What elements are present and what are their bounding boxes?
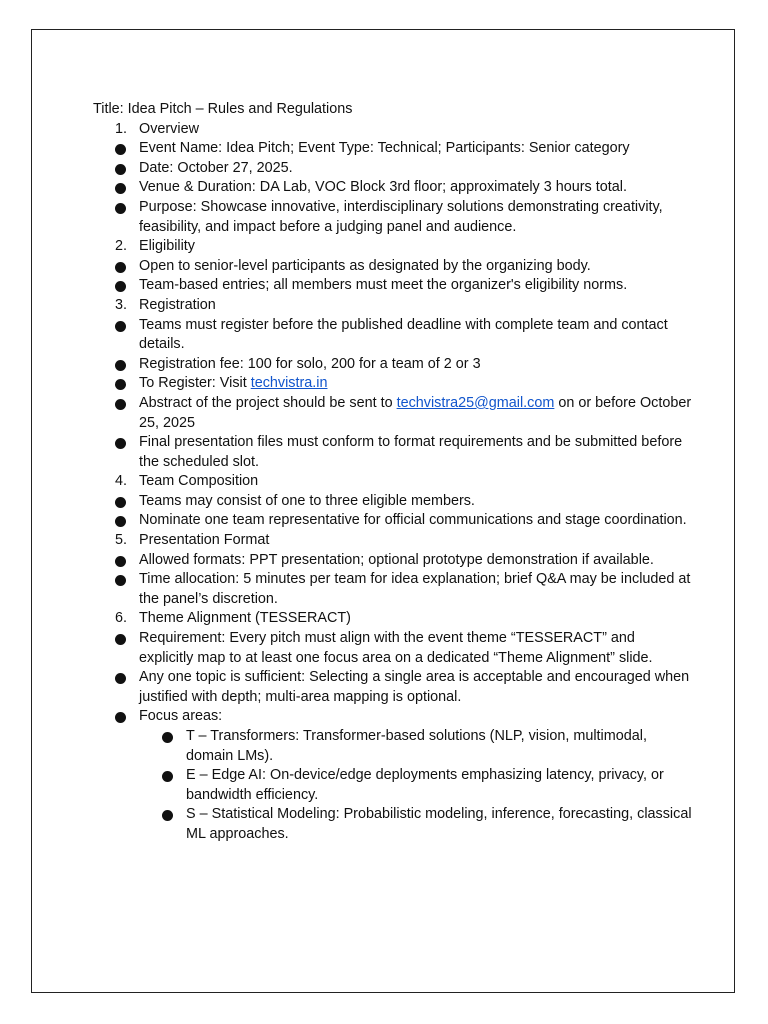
- list-item-text: Teams may consist of one to three eligible members.: [139, 492, 475, 509]
- bullet-icon: [115, 712, 126, 723]
- bullet-icon: [115, 321, 126, 332]
- list-item-text: Registration fee: 100 for solo, 200 for a team of 2 or 3: [139, 355, 481, 372]
- section-heading-overview: [93, 120, 693, 140]
- section-heading-text: Team Composition: [139, 473, 259, 490]
- bullet-icon: [115, 281, 126, 292]
- bullet-icon: [115, 164, 126, 175]
- section-number: 4.: [115, 473, 128, 490]
- list-item-text: Requirement: Every pitch must align with the event theme “TESSERACT” and explicitly map to at least one focus area on a dedicated “Theme Alignment” slide.: [139, 630, 653, 666]
- list-item-text: T – Transformers: Transformer-based solutions (NLP, vision, multimodal, domain LMs).: [186, 728, 647, 764]
- list-item: [93, 139, 693, 159]
- section-heading-eligibility: [93, 237, 693, 257]
- focus-area-item: [93, 727, 693, 766]
- section-heading-text: Eligibility: [139, 238, 195, 255]
- section-heading-registration: [93, 296, 693, 316]
- rules-list: [93, 120, 693, 845]
- list-item-text: Focus areas:: [139, 708, 223, 725]
- list-item-text: Purpose: Showcase innovative, interdisciplinary solutions demonstrating creativity, feasibility, and impact before a judging panel and audience.: [139, 198, 663, 235]
- list-item: [93, 178, 693, 198]
- bullet-icon: [115, 144, 126, 155]
- list-item-text: Event Name: Idea Pitch; Event Type: Technical; Participants: Senior category: [139, 140, 630, 157]
- bullet-icon: [162, 771, 173, 782]
- section-heading-text: Theme Alignment (TESSERACT): [139, 610, 351, 627]
- list-item-text: Open to senior-level participants as designated by the organizing body.: [139, 257, 591, 274]
- bullet-icon: [115, 497, 126, 508]
- section-heading-text: Presentation Format: [139, 532, 270, 549]
- bullet-icon: [115, 634, 126, 645]
- focus-area-item: [93, 805, 693, 844]
- list-item-text: Allowed formats: PPT presentation; optional prototype demonstration if available.: [139, 551, 654, 568]
- bullet-icon: [115, 516, 126, 527]
- document-title: Title: Idea Pitch – Rules and Regulations: [93, 101, 353, 117]
- register-link[interactable]: techvistra.in: [250, 375, 328, 392]
- bullet-icon: [115, 556, 126, 567]
- document-body: [93, 100, 693, 845]
- section-heading-team-composition: [93, 472, 693, 492]
- list-item-text: S – Statistical Modeling: Probabilistic modeling, inference, forecasting, classical ML approaches.: [186, 806, 692, 842]
- list-item-abstract: [93, 394, 693, 433]
- bullet-icon: [115, 575, 126, 586]
- list-item-text: Venue & Duration: DA Lab, VOC Block 3rd floor; approximately 3 hours total.: [139, 179, 627, 196]
- list-item: [93, 668, 693, 707]
- section-heading-presentation-format: [93, 531, 693, 551]
- list-item-text: Any one topic is sufficient: Selecting a single area is acceptable and encouraged when justified with depth; multi-area mapping is optional.: [139, 669, 690, 705]
- list-item-text: Teams must register before the published deadline with complete team and contact details.: [139, 316, 668, 353]
- focus-area-item: [93, 766, 693, 805]
- section-number: 3.: [115, 296, 128, 313]
- section-heading-text: Registration: [139, 296, 216, 313]
- section-number: 1.: [115, 120, 128, 137]
- section-heading-text: Overview: [139, 120, 199, 137]
- bullet-icon: [115, 438, 126, 449]
- list-item: [93, 492, 693, 512]
- list-item-register: [93, 374, 693, 394]
- list-item-text: Time allocation: 5 minutes per team for idea explanation; brief Q&A may be included at the panel’s discretion.: [139, 571, 691, 607]
- list-item: [93, 551, 693, 571]
- list-item-text: Date: October 27, 2025.: [139, 159, 293, 176]
- list-item: [93, 707, 693, 727]
- list-item: [93, 316, 693, 355]
- list-item: [93, 355, 693, 375]
- section-heading-theme-alignment: [93, 609, 693, 629]
- list-item-text: on or before October 25, 2025: [139, 394, 692, 431]
- bullet-icon: [115, 379, 126, 390]
- list-item: [93, 570, 693, 609]
- section-number: 6.: [115, 610, 128, 627]
- bullet-icon: [162, 732, 173, 743]
- list-item: [93, 629, 693, 668]
- email-link[interactable]: techvistra25@gmail.com: [396, 394, 555, 411]
- section-number: 2.: [115, 238, 128, 255]
- list-item: [93, 257, 693, 277]
- bullet-icon: [115, 360, 126, 371]
- list-item-text: E – Edge AI: On-device/edge deployments emphasizing latency, privacy, or bandwidth efficiency.: [186, 767, 664, 803]
- list-item: [93, 511, 693, 531]
- list-item: [93, 159, 693, 179]
- list-item-text: To Register: Visit: [139, 375, 251, 392]
- list-item: [93, 433, 693, 472]
- list-item-text: Abstract of the project should be sent to: [139, 394, 397, 411]
- bullet-icon: [115, 183, 126, 194]
- list-item-text: Nominate one team representative for official communications and stage coordination.: [139, 512, 687, 529]
- bullet-icon: [115, 262, 126, 273]
- list-item: [93, 276, 693, 296]
- bullet-icon: [162, 810, 173, 821]
- bullet-icon: [115, 399, 126, 410]
- list-item: [93, 198, 693, 237]
- bullet-icon: [115, 673, 126, 684]
- bullet-icon: [115, 203, 126, 214]
- section-number: 5.: [115, 532, 128, 549]
- list-item-text: Team-based entries; all members must meet the organizer's eligibility norms.: [139, 277, 628, 294]
- list-item-text: Final presentation files must conform to format requirements and be submitted before the scheduled slot.: [139, 434, 683, 470]
